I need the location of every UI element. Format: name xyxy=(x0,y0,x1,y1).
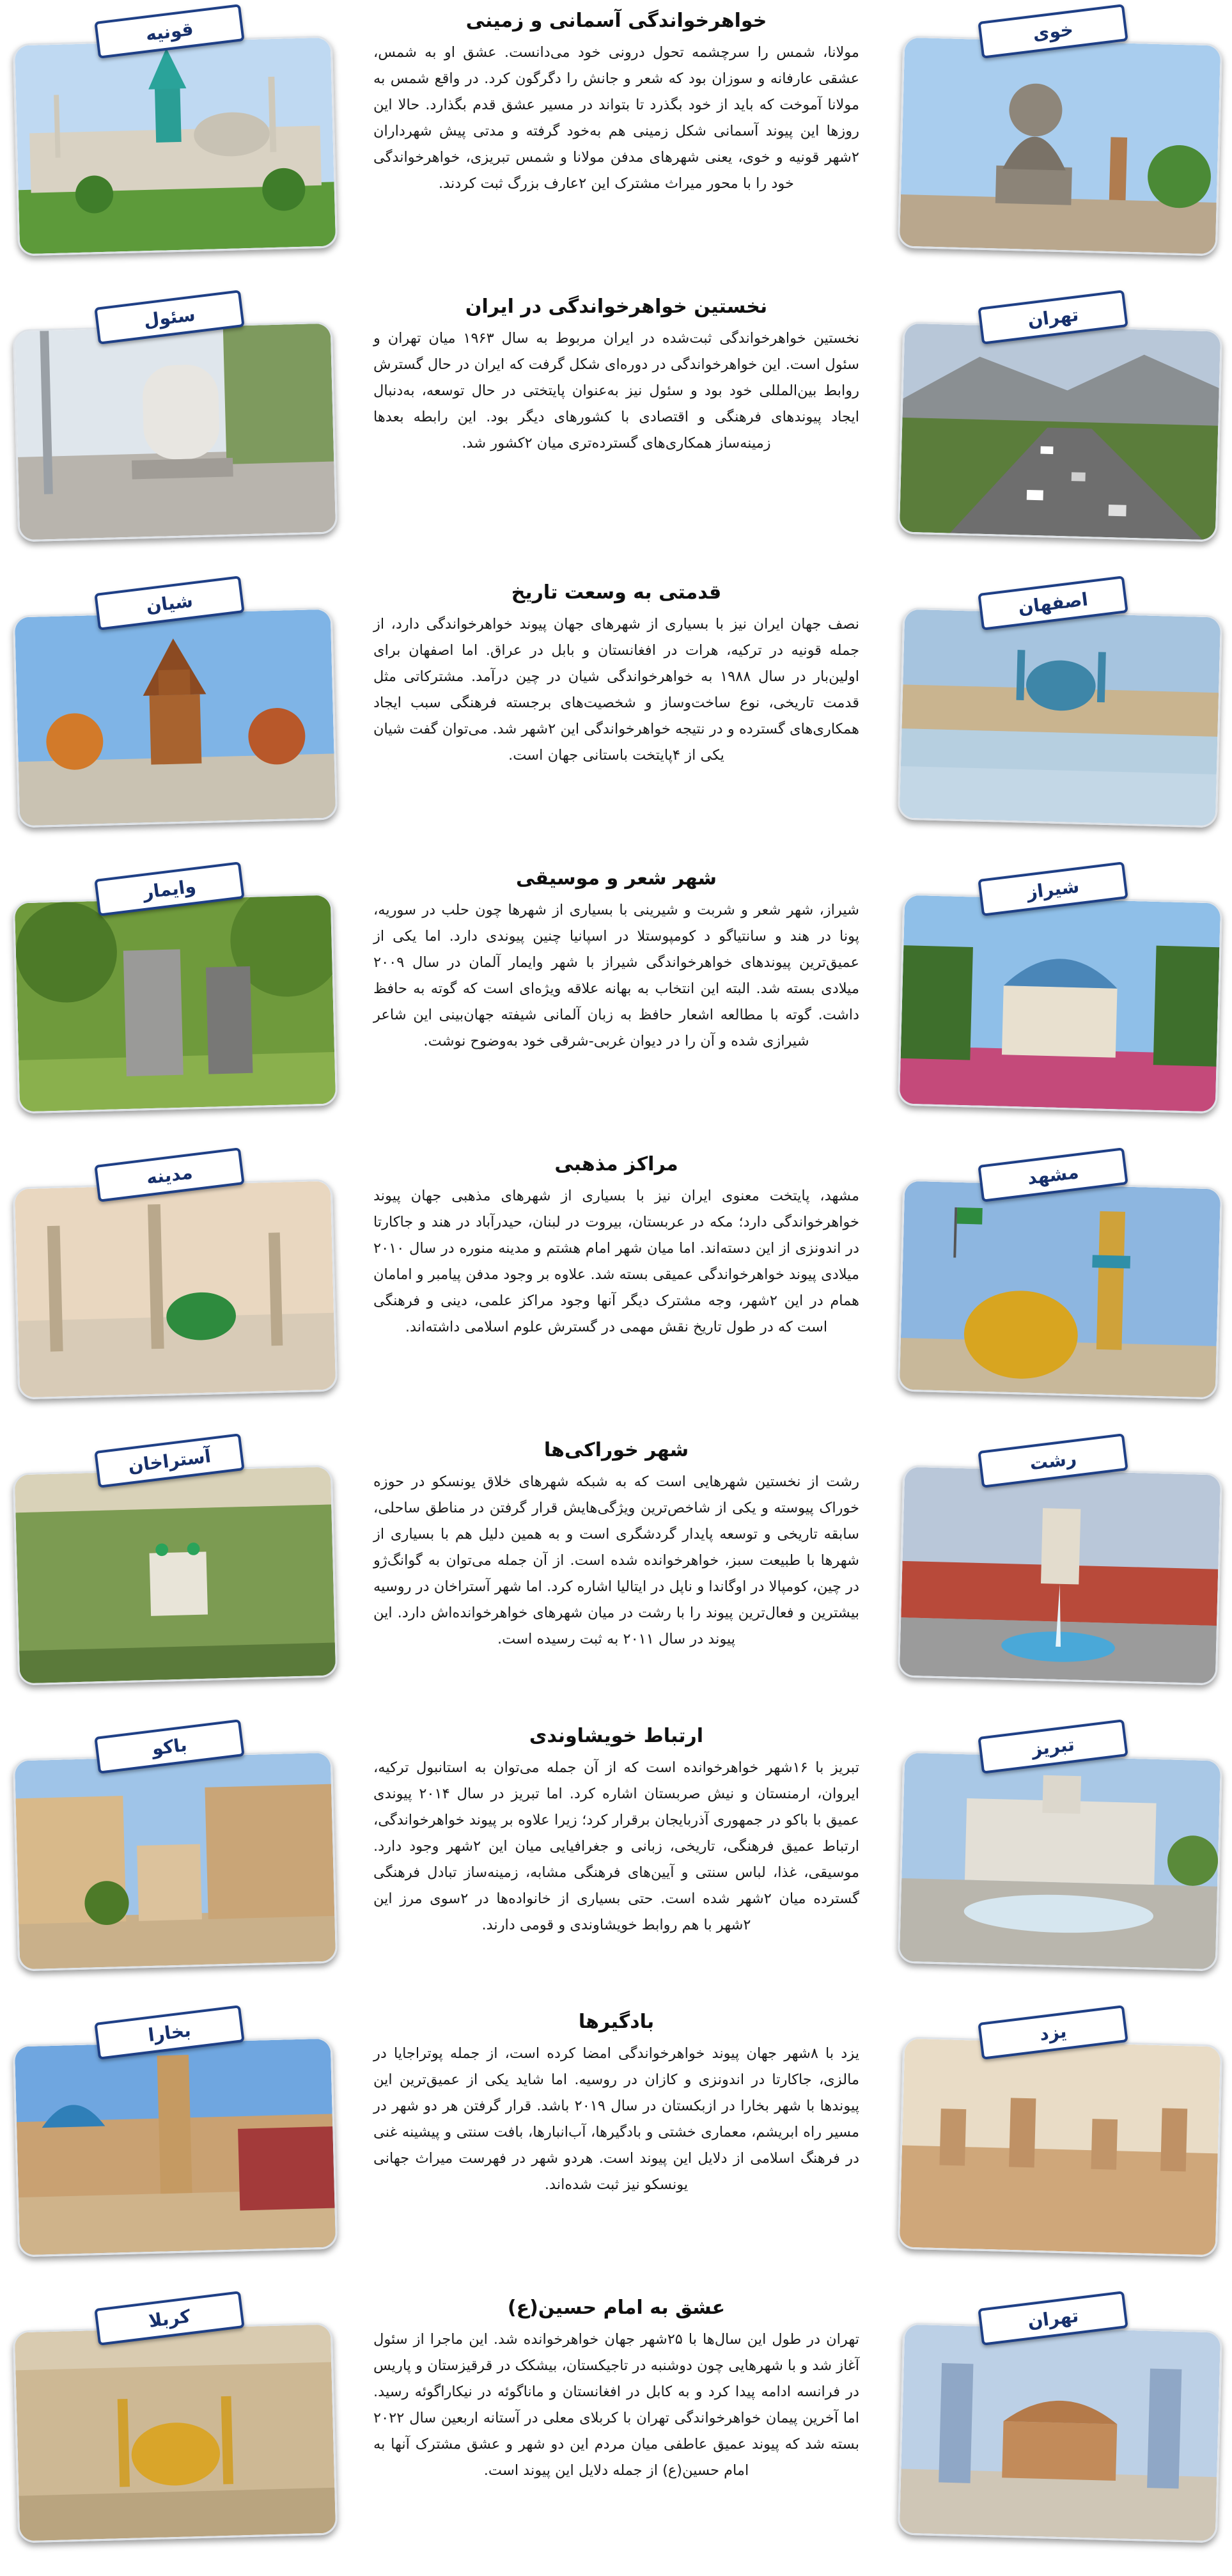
photo-rasht xyxy=(898,1465,1223,1686)
photo-tehran-square xyxy=(898,2323,1223,2543)
text-block xyxy=(373,292,859,567)
city-label-left: شیان xyxy=(94,576,244,631)
city-label-right: تهران xyxy=(978,290,1128,345)
section-title: شهر خوراکی‌ها xyxy=(543,1439,689,1461)
section-body: رشت از نخستین شهرهایی است که به شبکه شهرهای خلاق یونسکو در حوزه خوراک پیوسته و یکی از شاخص‌ترین ویژگی‌هایش قرار گرفتن در مناطق ساحلی، سابقه تاریخی و توسعه پایدار گردشگری است و به همین دلیل هم با بسیاری از شهرها با طبیعت سبز، خواهرخوانده شده است. از آن جمله می‌توان به گوانگ‌ژو در چین، کومپالا در اوگاندا و ناپل در ایتالیا اشاره کرد. اما شهر آستراخان در روسیه بیشترین و فعال‌ترین پیوند را با رشت در میان شهرهای خواهرخوانده‌اش دارد. این پیوند در سال ۲۰۱۱ به ثبت رسیده است. xyxy=(373,1473,859,1647)
photo-xian xyxy=(13,608,338,828)
photo-bukhara xyxy=(13,2037,338,2258)
photo-khoy xyxy=(898,36,1223,256)
city-label-right: خوی xyxy=(978,4,1128,59)
city-label-left: وایمار xyxy=(94,861,244,916)
city-label-right: شیراز xyxy=(978,861,1128,916)
photo-baku xyxy=(13,1751,338,1972)
section-astrakhan-rasht xyxy=(0,1429,1232,1715)
section-body: نصف جهان ایران نیز با بسیاری از شهرهای جهان پیوند خواهرخواندگی دارد، از جمله قونیه در ترکیه، هرات در افغانستان و بابل در عراق. اما اصفهان برای اولین‌بار در سال ۱۹۸۸ به خواهرخواندگی شیان در چین درآمد. مشترکاتی مثل قدمت تاریخی، نوع ساخت‌وساز و شخصیت‌های برجسته فرهنگی سبب ایجاد همکاری‌های گسترده و در نتیجه خواهرخواندگی این ۲شهر شد. می‌توان گفت شیان یکی از ۴پایتخت باستانی جهان است. xyxy=(373,616,859,764)
section-body: نخستین خواهرخواندگی ثبت‌شده در ایران مربوط به سال ۱۹۶۳ میان تهران و سئول است. این خواهرخواندگی در دوره‌ای شکل گرفت که ایران در حال گسترش روابط بین‌المللی خود بود و سئول نیز به‌عنوان پایتختی در حال توسعه، به‌دنبال ایجاد پیوندهای فرهنگی و اقتصادی با کشورهای دیگر بود. این رابطه بعدها زمینه‌ساز همکاری‌های گسترده‌تری میان ۲کشور شد. xyxy=(373,330,859,452)
city-label-left: سئول xyxy=(94,290,244,345)
section-title: نخستین خواهرخواندگی در ایران xyxy=(465,295,768,318)
text-block xyxy=(373,1436,859,1711)
photo-isfahan xyxy=(898,608,1223,828)
section-title: عشق به امام حسین(ع) xyxy=(507,2297,726,2319)
text-block xyxy=(373,1150,859,1425)
section-body: مشهد، پایتخت معنوی ایران نیز با بسیاری از شهرهای مذهبی جهان پیوند خواهرخواندگی دارد؛ مکه در عربستان، بیروت در لبنان، حیدرآباد در هند و جاکارتا در اندونزی از این دسته‌اند. اما میان شهر امام هشتم و مدینه منوره در سال ۲۰۱۰ میلادی پیوند خواهرخواندگی عمیقی بسته شد. علاوه بر وجود مدفن پیامبر و امامان همام در این ۲شهر، وجه مشترک دیگر آنها وجود مراکز علمی، دینی و فرهنگی است که در طول تاریخ نقش مهمی در گسترش علوم اسلامی داشته‌اند. xyxy=(373,1188,859,1335)
section-body: شیراز، شهر شعر و شربت و شیرینی با بسیاری از شهرها چون حلب در سوریه، پونا در هند و سانتیاگو د کومپوستلا در اسپانیا چنین پیوندی دارد. اما یکی از عمیق‌ترین پیوندهای خواهرخواندگی شیراز با شهر وایمار آلمان در سال ۲۰۰۹ میلادی بسته شد. البته این انتخاب به بهانه علاقه ویژه‌ای است که گوته به حافظ داشت. گوته با مطالعه اشعار حافظ به زبان آلمانی شیفته جهان‌بینی این شاعر شیرازی شده و آن را در دیوان غربی-شرقی خود به‌وضوح نوشت. xyxy=(373,902,859,1049)
text-block xyxy=(373,6,859,281)
text-block xyxy=(373,2007,859,2282)
section-karbala-tehran xyxy=(0,2287,1232,2573)
section-title: بادگیرها xyxy=(578,2011,655,2033)
text-block xyxy=(373,2293,859,2568)
city-label-left: بخارا xyxy=(94,2005,244,2060)
section-baku-tabriz xyxy=(0,1715,1232,2001)
section-body: تهران در طول این سال‌ها با ۲۵شهر جهان خواهرخوانده شد. این ماجرا از سئول آغاز شد و با شهرهایی چون دوشنبه در تاجیکستان، بیشکک در قرقیزستان و پاریس در فرانسه ادامه پیدا کرد و به کابل در افغانستان و ماناگوئه در نیکاراگوئه رسید. اما آخرین پیمان خواهرخواندگی تهران با کربلای معلی در آستانه اربعین سال ۲۰۲۲ بسته شد که پیوند عمیق عاطفی میان مردم این دو شهر و عشق مشترک آنها به امام حسین(ع) از جمله دلایل این پیوند است. xyxy=(373,2331,859,2479)
section-title: شهر شعر و موسیقی xyxy=(515,867,717,890)
section-body: یزد با ۸شهر جهان پیوند خواهرخواندگی امضا کرده است، از جمله پوترا‌جایا در مالزی، جاکارتا در اندونزی و کازان در روسیه. اما شاید یکی از عمیق‌ترین این پیوندها با شهر بخارا در ازبکستان در سال ۲۰۱۹ باشد. قرار گرفتن هر دو شهر در مسیر راه ابریشم، معماری خشتی و بادگیرها، آب‌انبارها، بافت سنتی و پیشینه غنی در فرهنگ اسلامی از دلایل این پیوند است. هردو شهر در فهرست میراث جهانی یونسکو نیز ثبت شده‌اند. xyxy=(373,2045,859,2193)
photo-tehran-highway xyxy=(898,322,1223,542)
city-label-right: تبریز xyxy=(978,1719,1128,1774)
section-konya-khoy xyxy=(0,0,1232,286)
text-block xyxy=(373,578,859,853)
city-label-right: رشت xyxy=(978,1433,1128,1488)
city-label-left: آستراخان xyxy=(94,1433,244,1488)
photo-shiraz xyxy=(898,893,1223,1114)
section-medina-mashhad xyxy=(0,1143,1232,1429)
city-label-right: مشهد xyxy=(978,1147,1128,1202)
city-label-left: کربلا xyxy=(94,2291,244,2346)
city-label-left: مدینه xyxy=(94,1147,244,1202)
section-title: خواهرخواندگی آسمانی و زمینی xyxy=(465,10,767,32)
city-label-left: قونیه xyxy=(94,4,244,59)
section-body: مولانا، شمس را سرچشمه تحول درونی خود می‌دانست. عشق او به شمس، عشقی عارفانه و سوزان بود که شعر و جانش را دگرگون کرد. در واقع شمس به مولانا آموخت که باید از خود بگذرد تا بتواند در مسیر عشق قدم بگذارد. حالا این روزها این پیوند آسمانی شکل زمینی هم به‌خود گرفته و مدتی پیش شهرداران ۲شهر قونیه و خوی، یعنی شهرهای مدفن مولانا و شمس تبریزی، خواهرخواندگی خود را با محور میراث مشترک این ۲عارف بزرگ ثبت کردند. xyxy=(373,44,859,192)
photo-konya xyxy=(13,36,338,256)
text-block xyxy=(373,864,859,1139)
photo-medina xyxy=(13,1179,338,1400)
photo-weimar xyxy=(13,893,338,1114)
city-label-right: تهران xyxy=(978,2291,1128,2346)
photo-seoul xyxy=(13,322,338,542)
city-label-right: یزد xyxy=(978,2005,1128,2060)
city-label-left: باکو xyxy=(94,1719,244,1774)
photo-mashhad xyxy=(898,1179,1223,1400)
section-xian-isfahan xyxy=(0,572,1232,858)
text-block xyxy=(373,1722,859,1997)
section-body: تبریز با ۱۶شهر خواهرخوانده است که از آن جمله می‌توان به استانبول ترکیه، ایروان، ارمنستان و نیش صربستان اشاره کرد. اما تبریز در سال ۲۰۱۴ پیوندی عمیق با باکو در جمهوری آذربایجان برقرار کرد؛ زیرا علاوه بر پیوند خواهرخواندگی، ارتباط عمیق فرهنگی، تاریخی، زبانی و جغرافیایی میان این ۲شهر وجود دارد. موسیقی، غذا، لباس سنتی و آیین‌های فرهنگی مشابه، زمینه‌ساز تبادل فرهنگی گسترده میان ۲شهر شده است. حتی بسیاری از خانواده‌ها در ۲سوی مرز این ۲شهر با هم روابط خویشاوندی و قومی دارند. xyxy=(373,1759,860,1933)
city-label-right: اصفهان xyxy=(978,576,1128,631)
section-title: ارتباط خویشاوندی xyxy=(529,1725,704,1747)
section-bukhara-yazd xyxy=(0,2001,1232,2287)
section-title: مراکز مذهبی xyxy=(554,1153,678,1175)
section-weimar-shiraz xyxy=(0,858,1232,1143)
photo-yazd xyxy=(898,2037,1223,2258)
section-seoul-tehran xyxy=(0,286,1232,572)
photo-astrakhan xyxy=(13,1465,338,1686)
photo-karbala xyxy=(13,2323,338,2543)
section-title: قدمتی به وسعت تاریخ xyxy=(511,581,722,604)
photo-tabriz xyxy=(898,1751,1223,1972)
